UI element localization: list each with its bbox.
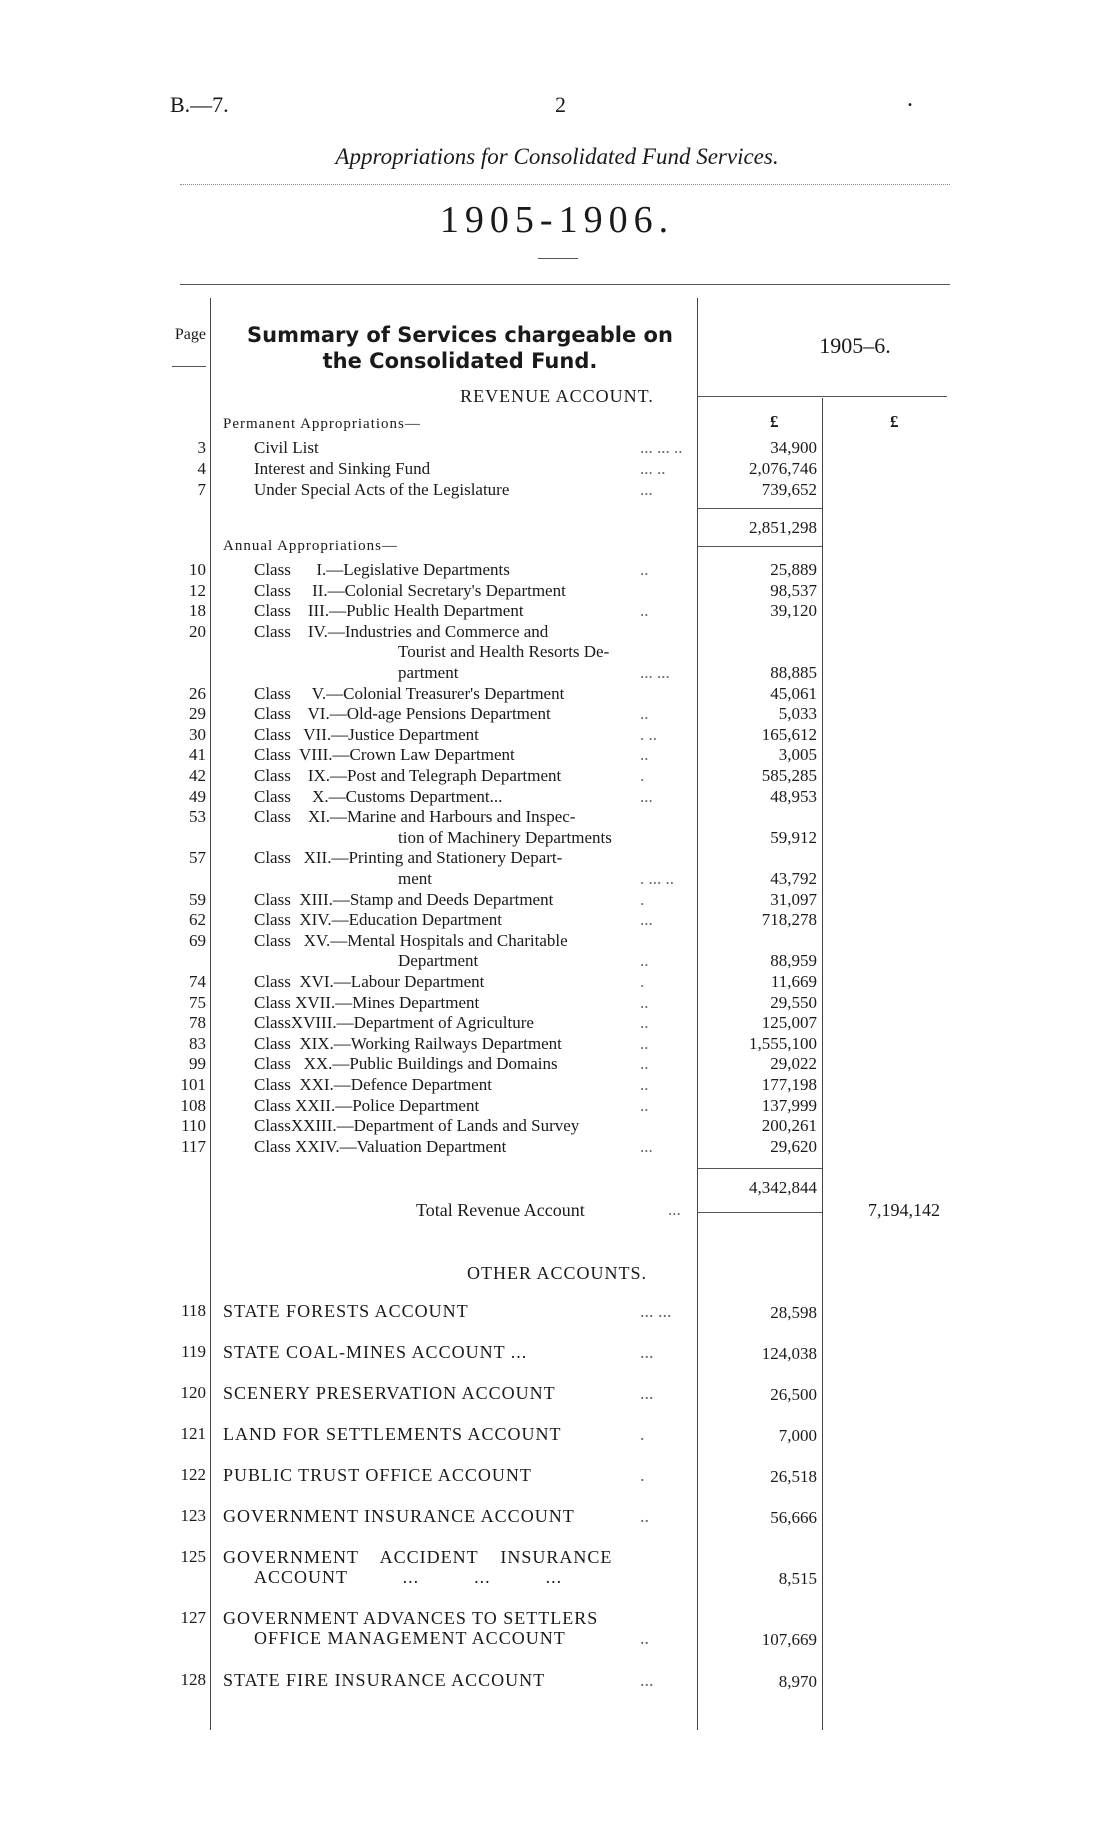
row-description: Class XIX.—Working Railways Department (254, 1033, 562, 1053)
total-revenue-amount: 7,194,142 (868, 1200, 940, 1220)
account-page-ref: 128 (180, 1670, 206, 1689)
row-amount: 59,912 (770, 827, 817, 847)
row-page-ref: 99 (189, 1054, 206, 1074)
row-amount: 1,555,100 (749, 1033, 817, 1053)
row-page-ref: 83 (189, 1033, 206, 1053)
row-page-ref: 3 (197, 438, 206, 457)
row-amount: 200,261 (761, 1116, 817, 1136)
row-page-ref: 117 (181, 1136, 206, 1156)
row-amount: 45,061 (770, 683, 817, 703)
table-row (0, 459, 1114, 480)
row-description: Class VI.—Old-age Pensions Department (254, 704, 551, 724)
row-amount: 739,652 (761, 480, 817, 499)
account-amount: 8,515 (778, 1569, 817, 1588)
account-amount: 26,500 (770, 1385, 817, 1404)
page-number: 2 (555, 92, 566, 117)
row-leader-dots: ... ... .. (640, 438, 683, 457)
account-name-line: STATE FORESTS ACCOUNT (223, 1301, 469, 1321)
table-row (0, 438, 1114, 459)
table-row (0, 766, 1114, 787)
row-leader-dots: ... (640, 480, 653, 499)
row-page-ref: 110 (181, 1116, 206, 1136)
account-amount: 124,038 (761, 1344, 817, 1363)
row-amount: 31,097 (770, 889, 817, 909)
row-amount: 48,953 (770, 786, 817, 806)
other-section-heading: OTHER ACCOUNTS. (466, 1263, 647, 1283)
row-amount: 125,007 (761, 1013, 817, 1033)
row-page-ref: 20 (189, 621, 206, 641)
row-page-ref: 12 (189, 580, 206, 600)
account-amount: 26,518 (770, 1467, 817, 1486)
row-leader-dots: .. (640, 560, 649, 579)
account-name-line: SCENERY PRESERVATION ACCOUNT (223, 1383, 556, 1403)
account-leader-dots: ... (640, 1670, 654, 1690)
account-leader-dots: . (640, 1424, 645, 1444)
row-description: Under Special Acts of the Legislature (254, 480, 510, 499)
row-description: Class XX.—Public Buildings and Domains (254, 1054, 558, 1074)
row-amount: 11,669 (770, 972, 817, 991)
row-leader-dots: ... (640, 786, 653, 806)
row-page-ref: 57 (189, 848, 206, 868)
account-page-ref: 123 (180, 1506, 206, 1525)
table-row (0, 725, 1114, 746)
header-dot: . (907, 86, 913, 112)
row-amount: 2,076,746 (749, 459, 817, 478)
row-leader-dots: .. (640, 1075, 649, 1094)
row-leader-dots: . (640, 766, 645, 785)
account-leader-dots: . (640, 1465, 645, 1485)
table-row (0, 1096, 1114, 1117)
document-reference: B.—7. (170, 92, 229, 117)
row-page-ref: 4 (197, 459, 206, 478)
table-row (0, 1116, 1114, 1137)
row-description: Class IV.—Industries and Commerce and (254, 621, 549, 641)
table-row (0, 480, 1114, 501)
row-description: Department (398, 951, 479, 971)
row-description: Class VIII.—Crown Law Department (254, 745, 515, 765)
table-row (0, 910, 1114, 931)
row-page-ref: 49 (189, 786, 206, 806)
row-amount: 88,959 (770, 951, 817, 971)
permanent-appropriations-heading: Permanent Appropriations— (223, 416, 421, 432)
row-leader-dots: . (640, 972, 645, 991)
row-amount: 5,033 (778, 704, 817, 724)
row-description: tion of Machinery Departments (398, 827, 612, 847)
row-page-ref: 59 (189, 889, 206, 909)
table-row (0, 848, 1114, 869)
account-page-ref: 120 (180, 1383, 206, 1402)
currency-symbol-2: £ (890, 412, 899, 431)
row-amount: 43,792 (770, 869, 817, 888)
row-description: Class XI.—Marine and Harbours and Inspec- (254, 807, 576, 827)
row-description: Class XV.—Mental Hospitals and Charitable (254, 930, 568, 950)
row-description: Class XII.—Printing and Stationery Depart- (254, 848, 563, 868)
table-row (0, 601, 1114, 622)
permanent-subtotal: 2,851,298 (749, 518, 817, 537)
table-row (0, 704, 1114, 725)
table-row (0, 993, 1114, 1014)
table-row (0, 622, 1114, 643)
table-row (0, 972, 1114, 993)
account-name-line: ACCOUNT ... ... ... (254, 1567, 563, 1587)
row-page-ref: 29 (189, 704, 206, 724)
account-page-ref: 122 (180, 1465, 206, 1484)
account-leader-dots: ... ... (640, 1301, 672, 1321)
row-description: Tourist and Health Resorts De- (398, 642, 610, 662)
row-description: Class X.—Customs Department... (254, 786, 503, 806)
table-row (0, 1034, 1114, 1055)
account-name-line: PUBLIC TRUST OFFICE ACCOUNT (223, 1465, 532, 1485)
row-page-ref: 62 (189, 910, 206, 930)
annual-subtotal: 4,342,844 (749, 1178, 817, 1197)
row-description: ment (398, 869, 432, 888)
row-leader-dots: .. (640, 704, 649, 724)
row-description: partment (398, 663, 459, 682)
row-description: ClassXXIII.—Department of Lands and Survey (254, 1116, 580, 1136)
row-amount: 39,120 (770, 601, 817, 621)
annual-subtotal-rule (697, 1168, 822, 1169)
currency-symbol-1: £ (770, 412, 779, 431)
row-amount: 137,999 (761, 1095, 817, 1115)
row-description: Interest and Sinking Fund (254, 459, 431, 478)
account-name-line: STATE FIRE INSURANCE ACCOUNT (223, 1670, 546, 1690)
table-row (0, 1054, 1114, 1075)
account-amount: 8,970 (778, 1672, 817, 1691)
row-page-ref: 7 (197, 480, 206, 499)
row-amount: 718,278 (761, 910, 817, 930)
account-amount: 28,598 (770, 1303, 817, 1322)
row-description: Civil List (254, 438, 319, 457)
row-description: Class XXI.—Defence Department (254, 1075, 492, 1094)
row-description: Class III.—Public Health Department (254, 601, 524, 621)
row-description: Class IX.—Post and Telegraph Department (254, 766, 562, 785)
account-leader-dots: ... (640, 1342, 654, 1362)
account-name-line: OFFICE MANAGEMENT ACCOUNT (254, 1628, 566, 1648)
total-revenue-dots: ... (668, 1200, 681, 1219)
account-name-line: LAND FOR SETTLEMENTS ACCOUNT (223, 1424, 562, 1444)
account-leader-dots: .. (640, 1506, 649, 1526)
row-amount: 25,889 (770, 560, 817, 579)
table-row (0, 869, 1114, 890)
row-page-ref: 30 (189, 724, 206, 744)
row-leader-dots: ... (640, 910, 653, 930)
table-row (0, 560, 1114, 581)
row-page-ref: 10 (189, 560, 206, 579)
account-name-line: GOVERNMENT ACCIDENT INSURANCE (223, 1547, 613, 1567)
table-row (0, 828, 1114, 849)
account-page-ref: 118 (181, 1301, 206, 1320)
row-description: Class XIII.—Stamp and Deeds Department (254, 889, 554, 909)
year-short-rule (538, 258, 578, 259)
permanent-subtotal-rule (697, 508, 822, 509)
total-revenue-label: Total Revenue Account (416, 1200, 585, 1220)
account-name-line: GOVERNMENT ADVANCES TO SETTLERS (223, 1608, 599, 1628)
row-amount: 3,005 (778, 745, 817, 765)
row-description: Class XXII.—Police Department (254, 1095, 480, 1115)
row-leader-dots: .. (640, 745, 649, 765)
table-row (0, 931, 1114, 952)
row-leader-dots: . (640, 889, 645, 909)
row-page-ref: 41 (189, 745, 206, 765)
row-leader-dots: . .. (640, 724, 657, 744)
row-leader-dots: .. (640, 992, 649, 1012)
row-description: Class II.—Colonial Secretary's Department (254, 580, 566, 600)
row-description: Class XVI.—Labour Department (254, 972, 485, 991)
page-subtitle: Appropriations for Consolidated Fund Services. (335, 144, 779, 169)
table-row (0, 684, 1114, 705)
row-page-ref: 42 (189, 766, 206, 785)
row-page-ref: 101 (180, 1075, 206, 1094)
row-page-ref: 26 (189, 683, 206, 703)
table-row (0, 951, 1114, 972)
row-leader-dots: .. (640, 1033, 649, 1053)
row-page-ref: 78 (189, 1013, 206, 1033)
row-description: ClassXVIII.—Department of Agriculture (254, 1013, 534, 1033)
year-range-title: 1905-1906. (439, 199, 675, 241)
account-amount: 107,669 (761, 1630, 817, 1649)
table-row (0, 807, 1114, 828)
row-description: Class XIV.—Education Department (254, 910, 503, 930)
row-page-ref: 69 (189, 930, 206, 950)
row-page-ref: 74 (189, 972, 206, 991)
row-description: Class VII.—Justice Department (254, 724, 479, 744)
row-amount: 29,022 (770, 1054, 817, 1074)
table-row (0, 890, 1114, 911)
row-page-ref: 75 (189, 992, 206, 1012)
row-amount: 88,885 (770, 663, 817, 682)
account-name-line: STATE COAL-MINES ACCOUNT ... (223, 1342, 528, 1362)
account-leader-dots: ... (640, 1383, 654, 1403)
account-name-line: GOVERNMENT INSURANCE ACCOUNT (223, 1506, 575, 1526)
row-leader-dots: .. (640, 1054, 649, 1074)
row-amount: 29,620 (770, 1136, 817, 1156)
row-amount: 29,550 (770, 992, 817, 1012)
account-page-ref: 125 (180, 1547, 206, 1566)
page-column-label: Page (174, 326, 206, 343)
row-leader-dots: .. (640, 951, 649, 971)
row-page-ref: 108 (180, 1095, 206, 1115)
row-leader-dots: .. (640, 1013, 649, 1033)
table-row (0, 787, 1114, 808)
row-description: Class V.—Colonial Treasurer's Department (254, 683, 565, 703)
row-amount: 165,612 (761, 724, 817, 744)
row-leader-dots: .. (640, 1095, 649, 1115)
page-label-rule (172, 366, 206, 367)
table-row (0, 581, 1114, 602)
table-top-rule (180, 284, 950, 285)
account-leader-dots: .. (640, 1628, 649, 1648)
table-row (0, 642, 1114, 663)
account-page-ref: 119 (181, 1342, 206, 1361)
summary-title: Summary of Services chargeable on the Consolidated Fund. (247, 323, 673, 373)
row-leader-dots: . ... .. (640, 869, 674, 888)
row-description: Class XVII.—Mines Department (254, 992, 480, 1012)
account-amount: 56,666 (770, 1508, 817, 1527)
row-leader-dots: ... .. (640, 459, 666, 478)
subtitle-rule (180, 184, 950, 185)
year-column-label: 1905–6. (819, 333, 891, 358)
account-page-ref: 121 (180, 1424, 206, 1443)
row-amount: 34,900 (770, 438, 817, 457)
account-amount: 7,000 (778, 1426, 817, 1445)
row-page-ref: 53 (189, 807, 206, 827)
row-leader-dots: ... ... (640, 663, 670, 682)
table-row (0, 663, 1114, 684)
row-description: Class XXIV.—Valuation Department (254, 1136, 507, 1156)
permanent-subtotal-rule-bottom (697, 546, 822, 547)
row-leader-dots: ... (640, 1136, 653, 1156)
annual-subtotal-rule-bottom (697, 1212, 822, 1213)
row-amount: 177,198 (761, 1075, 817, 1094)
row-leader-dots: .. (640, 601, 649, 621)
row-amount: 98,537 (770, 580, 817, 600)
row-description: Class I.—Legislative Departments (254, 560, 510, 579)
table-row (0, 1075, 1114, 1096)
table-row (0, 1013, 1114, 1034)
table-row (0, 1137, 1114, 1158)
row-page-ref: 18 (189, 601, 206, 621)
row-amount: 585,285 (761, 766, 817, 785)
annual-appropriations-heading: Annual Appropriations— (223, 538, 398, 554)
table-row (0, 745, 1114, 766)
account-page-ref: 127 (180, 1608, 206, 1627)
revenue-section-heading: REVENUE ACCOUNT. (460, 386, 654, 406)
